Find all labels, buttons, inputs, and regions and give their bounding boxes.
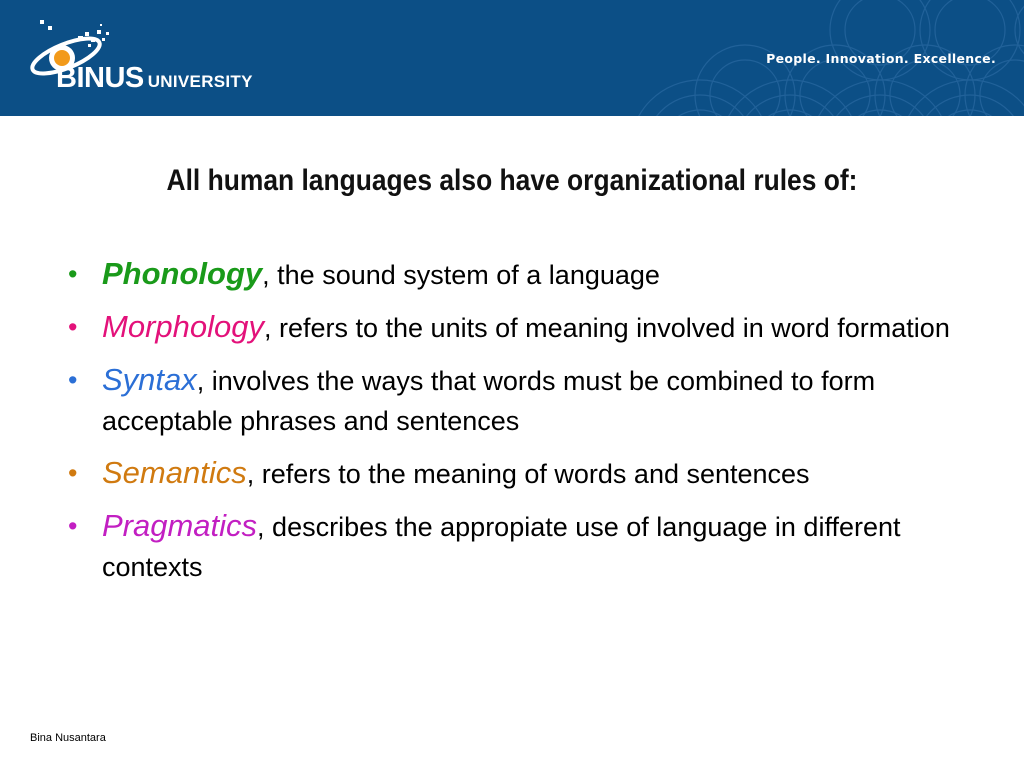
bullet-item [60, 360, 965, 441]
bullet-item [60, 254, 965, 295]
slide-header [0, 0, 1024, 116]
bullet-term: Morphology [102, 309, 264, 344]
bullet-term: Phonology [102, 256, 263, 291]
bullet-term: Semantics [102, 455, 247, 490]
brand-name: BINUS [56, 62, 144, 94]
bullet-marker: • [68, 365, 78, 395]
bullet-marker: • [68, 259, 78, 289]
bullet-marker: • [68, 312, 78, 342]
bullet-term: Pragmatics [102, 508, 258, 543]
bullet-marker: • [68, 511, 78, 541]
brand-suffix: UNIVERSITY [147, 72, 253, 91]
footer-text: Bina Nusantara [30, 732, 106, 744]
bullet-term: Syntax [102, 362, 197, 397]
slide-title: All human languages also have organizational rules of: [166, 164, 858, 197]
bullet-list [60, 254, 965, 599]
bullet-item [60, 307, 965, 348]
brand-wordmark [56, 64, 253, 93]
bullet-item [60, 506, 965, 587]
bullet-marker: • [68, 458, 78, 488]
bullet-description: , involves the ways that words must be combined to form acceptable phrases and sentences [102, 366, 876, 436]
bullet-description: , refers to the units of meaning involved in word formation [263, 313, 950, 343]
tagline: People. Innovation. Excellence. [766, 51, 996, 66]
bullet-item [60, 453, 965, 494]
bullet-description: , refers to the meaning of words and sentences [246, 459, 810, 489]
bullet-description: , the sound system of a language [262, 260, 660, 290]
bullet-description: , describes the appropiate use of language in different contexts [102, 512, 901, 582]
